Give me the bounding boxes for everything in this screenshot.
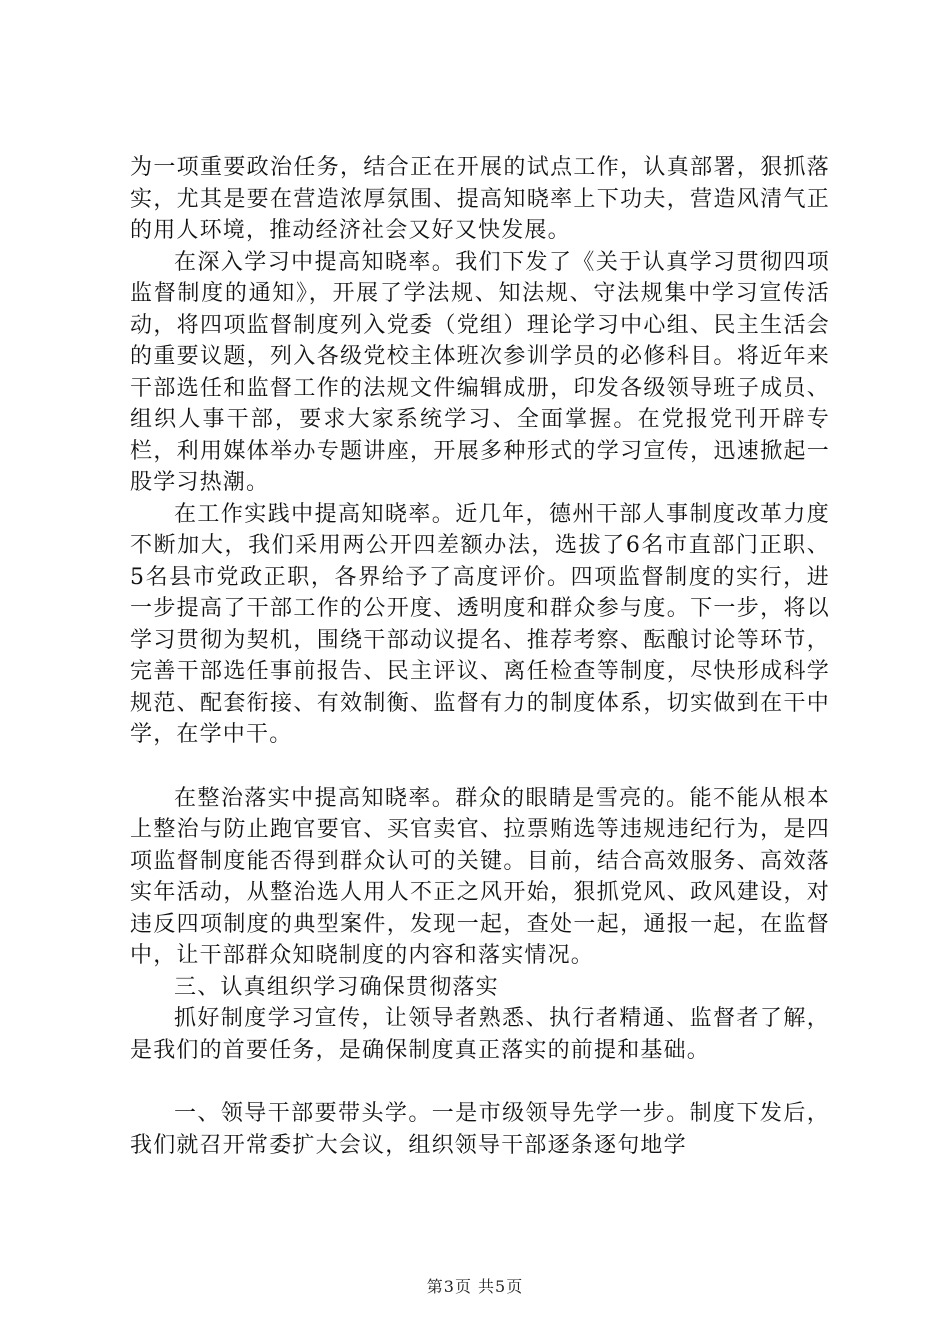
paragraph-study: 在深入学习中提高知晓率。我们下发了《关于认真学习贯彻四项监督制度的通知》，开展了学法规、知法规、守法规集中学习宣传活动，将四项监督制度列入党委（党组）理论学习中心组、民主生活会的重要议题，列入各级党校主体班次参训学员的必修科目。将近年来干部选任和监督工作的法规文件编辑成册，印发各级领导班子成员、组织人事干部，要求大家系统学习、全面掌握。在党报党刊开辟专栏，利用媒体举办专题讲座，开展多种形式的学习宣传，迅速掀起一股学习热潮。 xyxy=(130,249,830,495)
paragraph-practice: 在工作实践中提高知晓率。近几年，德州干部人事制度改革力度不断加大，我们采用两公开四差额办法，选拔了6名市直部门正职、5名县市党政正职，各界给予了高度评价。四项监督制度的实行，进一步提高了干部工作的公开度、透明度和群众参与度。下一步，将以学习贯彻为契机，围绕干部动议提名、推荐考察、酝酿讨论等环节，完善干部选任事前报告、民主评议、离任检查等制度，尽快形成科学规范、配套衔接、有效制衡、监督有力的制度体系，切实做到在干中学，在学中干。 xyxy=(130,501,830,747)
page-number-footer: 第3页 共5页 xyxy=(426,1277,524,1296)
paragraph-leaders: 一、领导干部要带头学。一是市级领导先学一步。制度下发后，我们就召开常委扩大会议，组织领导干部逐条逐句地学 xyxy=(130,1101,830,1158)
paragraph-rectification: 在整治落实中提高知晓率。群众的眼睛是雪亮的。能不能从根本上整治与防止跑官要官、买官卖官、拉票贿选等违规违纪行为，是四项监督制度能否得到群众认可的关键。目前，结合高效服务、高效落实年活动，从整治选人用人不正之风开始，狠抓党风、政风建设，对违反四项制度的典型案件，发现一起，查处一起，通报一起，在监督中，让干部群众知晓制度的内容和落实情况。 xyxy=(130,785,830,968)
paragraph-continuation: 为一项重要政治任务，结合正在开展的试点工作，认真部署，狠抓落实，尤其是要在营造浓厚氛围、提高知晓率上下功夫，营造风清气正的用人环境，推动经济社会又好又快发展。 xyxy=(130,155,830,243)
paragraph-task: 抓好制度学习宣传，让领导者熟悉、执行者精通、监督者了解，是我们的首要任务，是确保制度真正落实的前提和基础。 xyxy=(130,1006,830,1063)
document-body xyxy=(130,152,830,1161)
section-heading: 三、认真组织学习确保贯彻落实 xyxy=(174,974,499,1000)
